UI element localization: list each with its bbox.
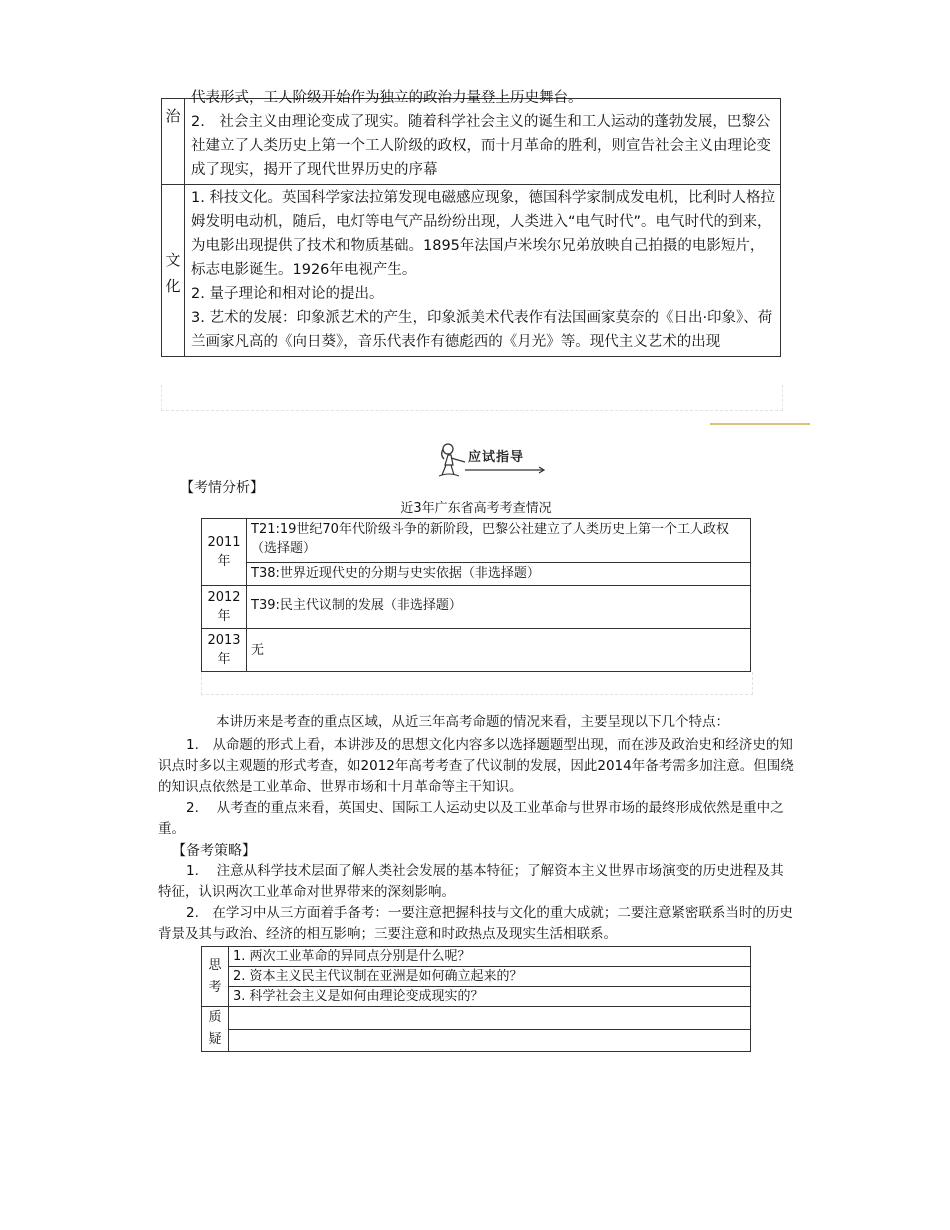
- question-item: 2. 资本主义民主代议制在亚洲是如何确立起来的？: [229, 967, 751, 987]
- think-label: 思考: [202, 947, 229, 1007]
- culture-item-3: 3. 艺术的发展：印象派艺术的产生，印象派美术代表作有法国画家莫奈的《日出·印象》、荷兰画家凡高的《向日葵》，音乐代表作有德彪西的《月光》等。现代主义艺术的出现: [191, 310, 773, 350]
- question-item: 3. 科学社会主义是如何由理论变成现实的？: [229, 987, 751, 1007]
- culture-cell: [185, 185, 781, 357]
- strategy-paragraph-2: 2. 在学习中从三方面着手备考：一要注意把握科技与文化的重大成就；二要注意紧密联系当时的历史背景及其与政治、经济的相互影响；三要注意和时政热点及现实生活相联系。: [158, 905, 793, 942]
- table-row: [162, 185, 781, 357]
- exam-table: [201, 518, 751, 672]
- table-row: [202, 967, 751, 987]
- table-row: [202, 1007, 751, 1030]
- clipped-line: 代表形式，工人阶级开始作为独立的政治力量登上历史舞台。: [191, 90, 583, 106]
- politics-culture-table: [161, 90, 781, 357]
- politics-item-2: 2. 社会主义由理论变成了现实。随着科学社会主义的诞生和工人运动的蓬勃发展，巴黎公社建立了人类历史上第一个工人阶级的政权，而十月革命的胜利，则宣告社会主义由理论变成了现实，揭开了现代世界历史的序幕: [191, 114, 771, 178]
- strategy-heading: 【备考策略】: [172, 843, 256, 859]
- exam-item: T21:19世纪70年代阶级斗争的新阶段，巴黎公社建立了人类历史上第一个工人政权（选择题）: [247, 519, 751, 563]
- feature-paragraph-1: 1. 从命题的形式上看，本讲涉及的思想文化内容多以选择题题型出现，而在涉及政治史和经济史的知识点时多以主观题的形式考查，如2012年高考考查了代议制的发展，因此2014年备考需多加注意。但围绕的知识点依然是工业革命、世界市场和十月革命等主干知识。: [158, 737, 794, 795]
- table-shadow: [201, 672, 753, 695]
- culture-item-1: 1. 科技文化。英国科学家法拉第发现电磁感应现象，德国科学家制成发电机，比利时人格拉姆发明电动机，随后，电灯等电气产品纷纷出现，人类进入“电气时代”。电气时代的到来，为电影出现提供了技术和物质基础。1895年法国卢米埃尔兄弟放映自己拍摄的电影短片，标志电影诞生。1926年电视产生。: [191, 190, 775, 278]
- feature-paragraph-2: 2. 从考查的重点来看，英国史、国际工人运动史以及工业革命与世界市场的最终形成依然是重中之重。: [158, 800, 784, 837]
- doubt-label: 质疑: [202, 1007, 229, 1052]
- strategy-paragraph-1: 1. 注意从科学技术层面了解人类社会发展的基本特征；了解资本主义世界市场演变的历史进程及其特征，认识两次工业革命对世界带来的深刻影响。: [158, 863, 784, 900]
- year-cell: 2011年: [202, 519, 247, 586]
- table-row: [202, 519, 751, 563]
- think-question-table: [201, 946, 751, 1052]
- table-row: [202, 947, 751, 967]
- table-row: [202, 1029, 751, 1052]
- table-shadow: [161, 385, 783, 411]
- divider-line: [710, 423, 810, 425]
- doubt-blank[interactable]: [229, 1029, 751, 1052]
- culture-label: 文化: [162, 185, 185, 357]
- year-cell: 2012年: [202, 586, 247, 629]
- banner-title: 应试指导: [468, 450, 525, 465]
- table-row: [202, 629, 751, 672]
- exam-item: T38:世界近现代史的分期与史实依据（非选择题）: [247, 562, 751, 585]
- exam-analysis-heading: 【考情分析】: [180, 480, 264, 496]
- table-row: [202, 987, 751, 1007]
- politics-cell: [185, 90, 781, 185]
- table-row: [202, 586, 751, 629]
- table-row: [202, 562, 751, 585]
- doubt-blank[interactable]: [229, 1007, 751, 1030]
- year-cell: 2013年: [202, 629, 247, 672]
- exam-item: 无: [247, 629, 751, 672]
- question-item: 1. 两次工业革命的异同点分别是什么呢？: [229, 947, 751, 967]
- table-row: [162, 99, 781, 185]
- politics-label: 治: [162, 99, 185, 185]
- exam-table-title: 近3年广东省高考考查情况: [400, 501, 552, 516]
- intro-paragraph: 本讲历来是考查的重点区域，从近三年高考命题的情况来看，主要呈现以下几个特点：: [216, 714, 729, 730]
- culture-item-2: 2. 量子理论和相对论的提出。: [191, 286, 384, 302]
- exam-item: T39:民主代议制的发展（非选择题）: [247, 586, 751, 629]
